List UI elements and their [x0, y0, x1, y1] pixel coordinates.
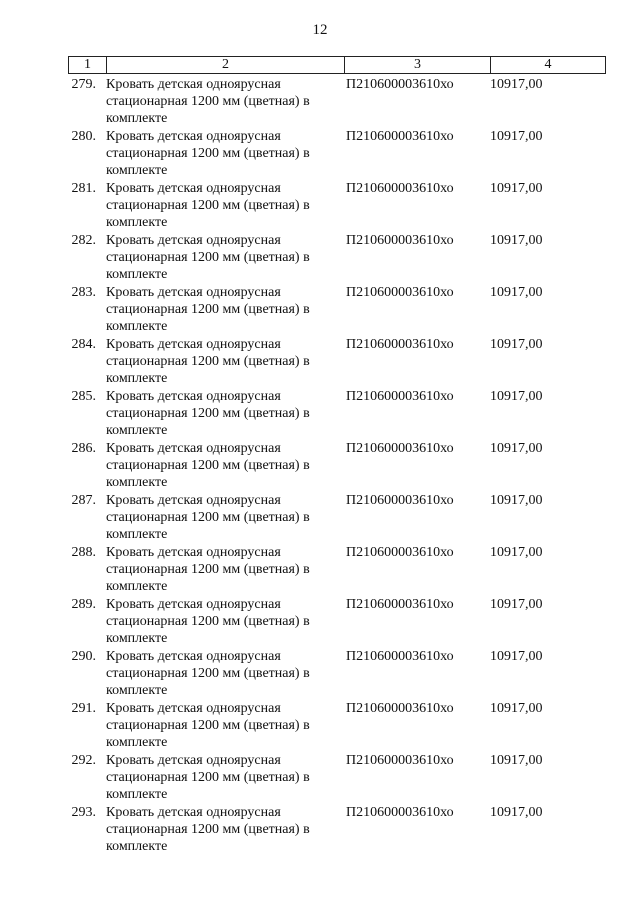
item-name-line: стационарная 1200 мм (цветная) в	[106, 354, 310, 369]
item-name-line: стационарная 1200 мм (цветная) в	[106, 510, 310, 525]
row-number: 291.	[71, 701, 96, 716]
item-name-line: стационарная 1200 мм (цветная) в	[106, 614, 310, 629]
items-table	[68, 56, 606, 856]
header-col-4: 4	[490, 57, 606, 73]
item-name-line: Кровать детская одноярусная	[106, 649, 281, 664]
item-name-line: комплекте	[106, 735, 168, 750]
item-price: 10917,00	[490, 441, 543, 456]
item-price: 10917,00	[490, 701, 543, 716]
item-name-line: Кровать детская одноярусная	[106, 597, 281, 612]
row-number: 286.	[71, 441, 96, 456]
item-price: 10917,00	[490, 545, 543, 560]
row-number: 282.	[71, 233, 96, 248]
item-price: 10917,00	[490, 77, 543, 92]
item-name	[106, 440, 338, 492]
item-name-line: Кровать детская одноярусная	[106, 77, 281, 92]
item-code: П210600003610хо	[346, 337, 454, 352]
row-number: 279.	[71, 77, 96, 92]
item-name-line: комплекте	[106, 631, 168, 646]
item-name-line: стационарная 1200 мм (цветная) в	[106, 718, 310, 733]
table-row	[68, 544, 606, 596]
item-name-line: Кровать детская одноярусная	[106, 129, 281, 144]
item-code: П210600003610хо	[346, 129, 454, 144]
item-name-line: комплекте	[106, 579, 168, 594]
item-name	[106, 388, 338, 440]
item-code: П210600003610хо	[346, 285, 454, 300]
table-row	[68, 700, 606, 752]
table-row	[68, 492, 606, 544]
item-name-line: комплекте	[106, 111, 168, 126]
item-name-line: комплекте	[106, 371, 168, 386]
item-price: 10917,00	[490, 233, 543, 248]
header-col-1: 1	[68, 57, 106, 73]
item-price: 10917,00	[490, 181, 543, 196]
row-number: 288.	[71, 545, 96, 560]
item-price: 10917,00	[490, 285, 543, 300]
item-name-line: комплекте	[106, 527, 168, 542]
item-name-line: стационарная 1200 мм (цветная) в	[106, 198, 310, 213]
item-name-line: Кровать детская одноярусная	[106, 285, 281, 300]
item-name-line: Кровать детская одноярусная	[106, 701, 281, 716]
item-price: 10917,00	[490, 649, 543, 664]
item-name	[106, 700, 338, 752]
item-name-line: комплекте	[106, 423, 168, 438]
item-price: 10917,00	[490, 597, 543, 612]
item-name	[106, 544, 338, 596]
table-row	[68, 752, 606, 804]
item-code: П210600003610хо	[346, 545, 454, 560]
item-name-line: комплекте	[106, 475, 168, 490]
item-name-line: Кровать детская одноярусная	[106, 181, 281, 196]
item-code: П210600003610хо	[346, 649, 454, 664]
table-row	[68, 648, 606, 700]
header-col-3: 3	[344, 57, 490, 73]
item-code: П210600003610хо	[346, 233, 454, 248]
item-name-line: комплекте	[106, 683, 168, 698]
item-code: П210600003610хо	[346, 597, 454, 612]
item-code: П210600003610хо	[346, 753, 454, 768]
table-row	[68, 388, 606, 440]
item-code: П210600003610хо	[346, 181, 454, 196]
item-code: П210600003610хо	[346, 389, 454, 404]
table-header	[68, 56, 606, 74]
item-name-line: Кровать детская одноярусная	[106, 753, 281, 768]
item-name-line: комплекте	[106, 163, 168, 178]
item-price: 10917,00	[490, 753, 543, 768]
table-row	[68, 128, 606, 180]
item-name-line: Кровать детская одноярусная	[106, 545, 281, 560]
item-code: П210600003610хо	[346, 77, 454, 92]
item-name	[106, 76, 338, 128]
row-number: 293.	[71, 805, 96, 820]
item-price: 10917,00	[490, 389, 543, 404]
item-name-line: комплекте	[106, 839, 168, 854]
table-body	[68, 76, 606, 856]
row-number: 290.	[71, 649, 96, 664]
row-number: 283.	[71, 285, 96, 300]
item-name-line: стационарная 1200 мм (цветная) в	[106, 94, 310, 109]
item-name-line: стационарная 1200 мм (цветная) в	[106, 302, 310, 317]
item-name	[106, 492, 338, 544]
item-name-line: Кровать детская одноярусная	[106, 233, 281, 248]
item-name-line: стационарная 1200 мм (цветная) в	[106, 562, 310, 577]
item-name	[106, 596, 338, 648]
item-price: 10917,00	[490, 493, 543, 508]
item-name	[106, 336, 338, 388]
header-col-2: 2	[106, 57, 344, 73]
item-name	[106, 180, 338, 232]
item-name	[106, 284, 338, 336]
item-code: П210600003610хо	[346, 493, 454, 508]
item-name	[106, 128, 338, 180]
row-number: 281.	[71, 181, 96, 196]
item-code: П210600003610хо	[346, 805, 454, 820]
item-name-line: стационарная 1200 мм (цветная) в	[106, 770, 310, 785]
item-name	[106, 648, 338, 700]
item-name-line: стационарная 1200 мм (цветная) в	[106, 250, 310, 265]
item-name-line: комплекте	[106, 787, 168, 802]
item-price: 10917,00	[490, 129, 543, 144]
item-name-line: Кровать детская одноярусная	[106, 493, 281, 508]
table-row	[68, 76, 606, 128]
item-code: П210600003610хо	[346, 441, 454, 456]
table-row	[68, 804, 606, 856]
row-number: 280.	[71, 129, 96, 144]
item-name-line: комплекте	[106, 267, 168, 282]
table-row	[68, 180, 606, 232]
item-name-line: стационарная 1200 мм (цветная) в	[106, 406, 310, 421]
item-name-line: стационарная 1200 мм (цветная) в	[106, 146, 310, 161]
table-row	[68, 336, 606, 388]
row-number: 285.	[71, 389, 96, 404]
item-name-line: Кровать детская одноярусная	[106, 337, 281, 352]
item-name	[106, 232, 338, 284]
item-price: 10917,00	[490, 805, 543, 820]
item-name-line: стационарная 1200 мм (цветная) в	[106, 458, 310, 473]
row-number: 284.	[71, 337, 96, 352]
page-number: 12	[312, 22, 328, 38]
item-name	[106, 752, 338, 804]
row-number: 292.	[71, 753, 96, 768]
table-row	[68, 440, 606, 492]
item-name-line: Кровать детская одноярусная	[106, 389, 281, 404]
item-name	[106, 804, 338, 856]
row-number: 287.	[71, 493, 96, 508]
item-price: 10917,00	[490, 337, 543, 352]
item-name-line: стационарная 1200 мм (цветная) в	[106, 666, 310, 681]
table-row	[68, 284, 606, 336]
row-number: 289.	[71, 597, 96, 612]
table-row	[68, 596, 606, 648]
item-name-line: Кровать детская одноярусная	[106, 805, 281, 820]
table-row	[68, 232, 606, 284]
item-name-line: комплекте	[106, 319, 168, 334]
item-name-line: комплекте	[106, 215, 168, 230]
item-name-line: стационарная 1200 мм (цветная) в	[106, 822, 310, 837]
item-name-line: Кровать детская одноярусная	[106, 441, 281, 456]
item-code: П210600003610хо	[346, 701, 454, 716]
